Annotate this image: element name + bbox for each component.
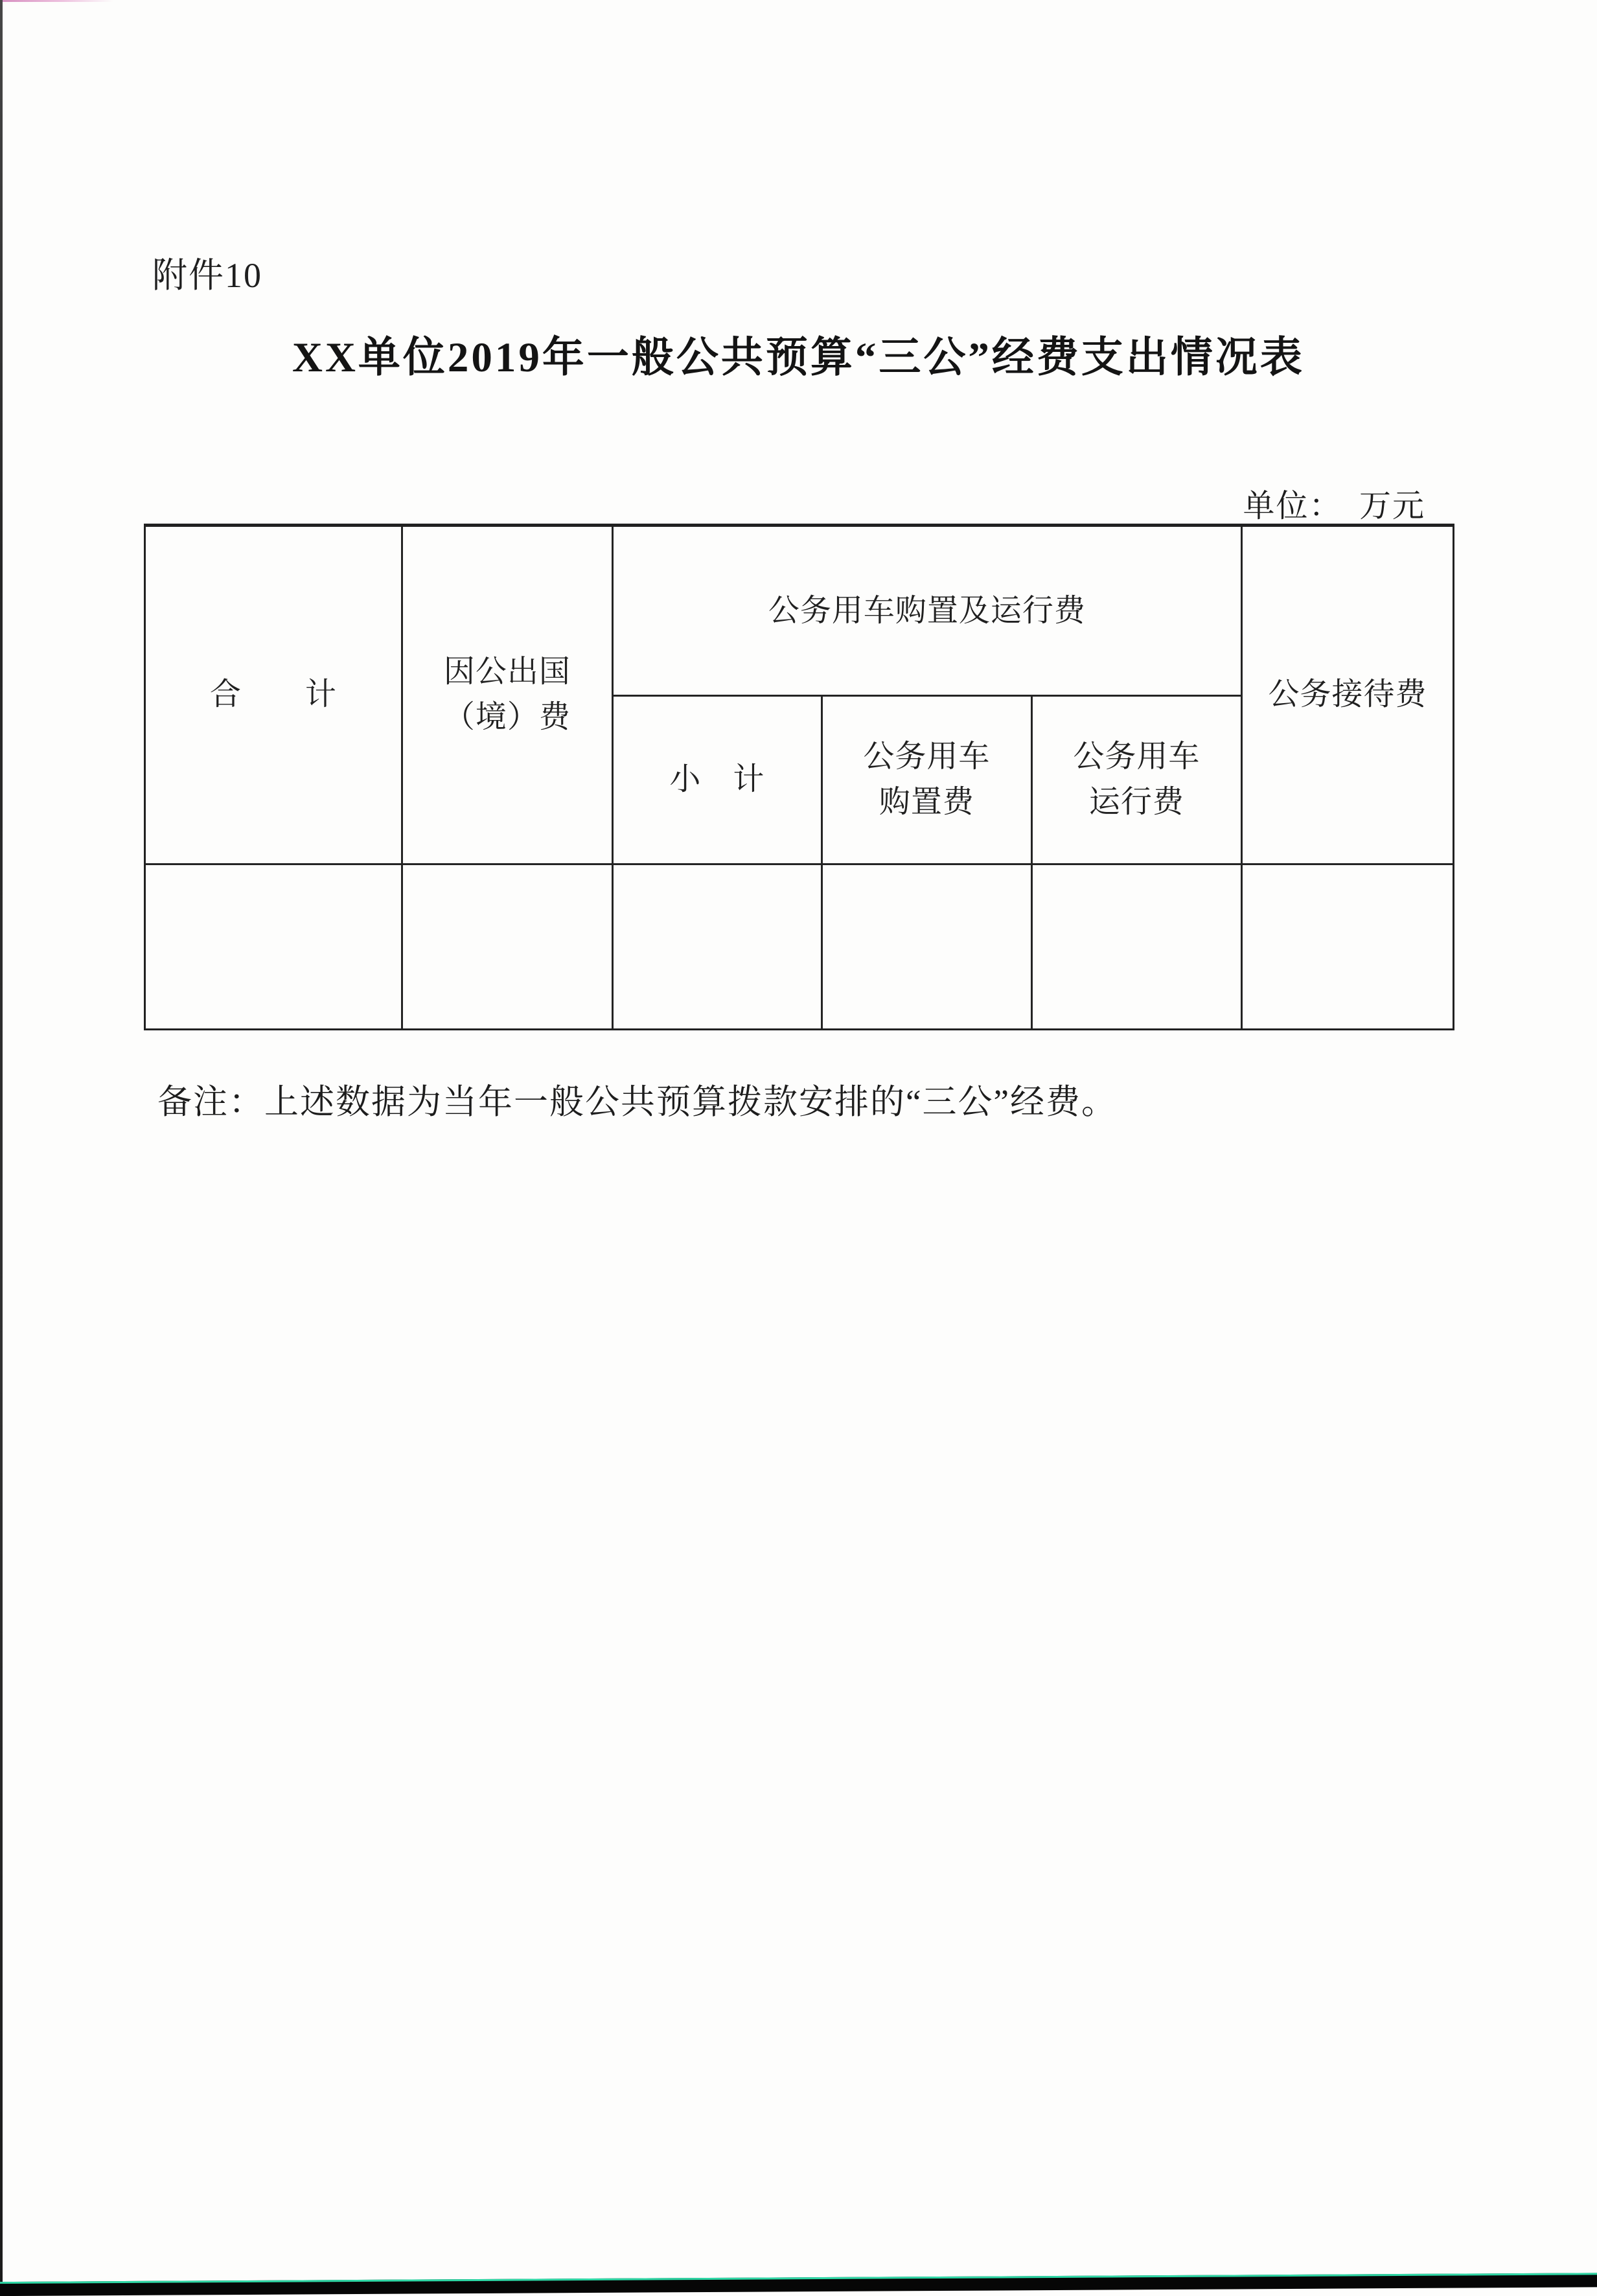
expense-table: [144, 524, 1454, 1030]
header-cell-vehicle-operation: [1033, 697, 1243, 864]
data-cell-reception: [1243, 865, 1453, 1028]
header-total-label: 合 计: [209, 677, 337, 712]
header-cell-vehicle-subtotal: [614, 697, 823, 864]
header-abroad-line2: （境）费: [443, 700, 571, 735]
header-vehicle-operation-line1: 公务用车: [1073, 739, 1201, 774]
header-vehicle-operation-line2: 运行费: [1088, 785, 1184, 820]
data-cell-total: [146, 865, 403, 1028]
attachment-label: 附件10: [152, 256, 262, 295]
header-cell-total: [146, 527, 403, 865]
header-cell-vehicle-group: [614, 527, 1243, 697]
data-cell-vehicle-operation: [1033, 865, 1243, 1028]
scan-band-bottom: [0, 2273, 1597, 2296]
header-vehicle-purchase-line2: 购置费: [879, 785, 974, 820]
data-cell-vehicle-purchase: [823, 865, 1033, 1028]
header-vehicle-group-label: 公务用车购置及运行费: [768, 593, 1086, 628]
data-cell-abroad: [403, 865, 614, 1028]
note-text: 备注：上述数据为当年一般公共预算拨款安排的“三公”经费。: [157, 1084, 1118, 1121]
header-cell-abroad: [403, 527, 614, 865]
header-vehicle-subtotal-label: 小 计: [669, 762, 765, 797]
unit-label: 单位： 万元: [1243, 488, 1425, 524]
data-cell-vehicle-subtotal: [614, 865, 823, 1028]
header-abroad-line1: 因公出国: [443, 655, 571, 690]
header-cell-vehicle-purchase: [823, 697, 1033, 864]
header-vehicle-purchase-line1: 公务用车: [863, 739, 991, 774]
scan-corner-fringe: [0, 0, 113, 2]
header-reception-label: 公务接待费: [1268, 677, 1427, 712]
page-title: XX单位2019年一般公共预算“三公”经费支出情况表: [292, 334, 1305, 381]
header-cell-reception: [1243, 527, 1453, 865]
scan-edge-left: [0, 0, 3, 2287]
